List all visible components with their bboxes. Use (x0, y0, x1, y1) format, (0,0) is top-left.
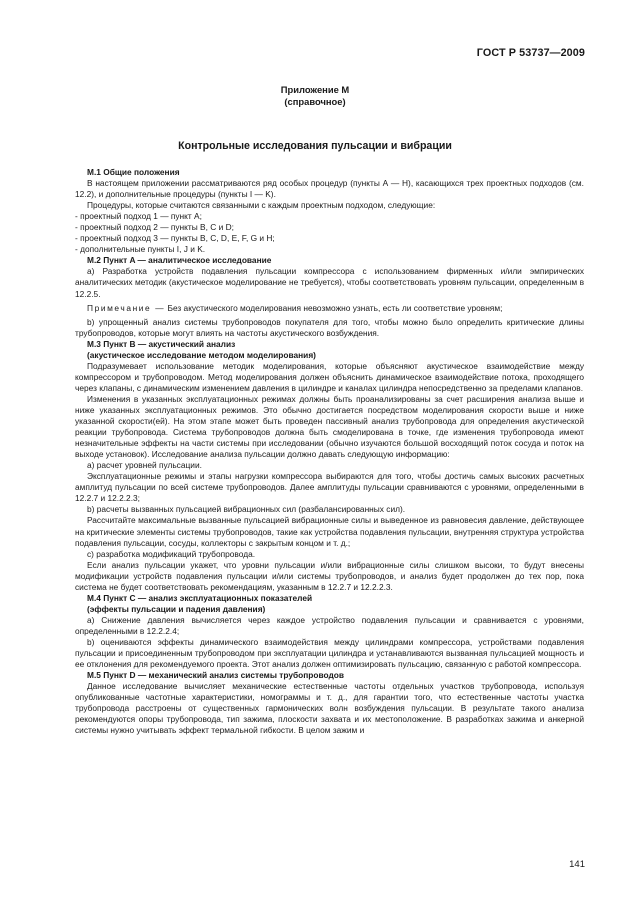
paragraph: c) разработка модификаций трубопровода. (87, 548, 256, 559)
paragraph: Изменения в указанных эксплуатационных режимах должны быть проанализированы за счет расширения анализа выше и ниже указанных эксплуатационных режимов. Это обычно достигается посредством моделирования скорости выше и ниже указанной скорости(ей). На этом этапе может быть проведен пассивный анализ трубопровода для определения акустической реакции трубопровода. Система трубопроводов должна быть смоделирована в точке, где изменения трубопровода имеют незначительные эффекты на части системы при исследовании (обычно изучаются большой восходящий поток сосуда и поток на выходе установок). Исследование анализа пульсации должно давать следующую информацию: (75, 393, 584, 460)
section-subheading-m4: (эффекты пульсации и падения давления) (87, 603, 266, 614)
section-subheading-m3: (акустическое исследование методом моделирования) (87, 349, 316, 360)
paragraph: Процедуры, которые считаются связанными с каждым проектным подходом, следующие: (87, 200, 436, 211)
paragraph: b) расчеты вызванных пульсацией вибрационных сил (разбалансированных сил). (87, 504, 406, 515)
section-heading-m1: М.1 Общие положения (87, 167, 180, 177)
section-heading-m2: М.2 Пункт A — аналитическое исследование (87, 255, 272, 266)
note-text: Без акустического моделирования невозможно узнать, есть ли соответствие уровням; (165, 302, 503, 313)
paragraph: b) упрощенный анализ системы трубопроводов покупателя для того, чтобы можно было определить критические длины трубопроводов, которые могут влиять на частоты акустического возбуждения. (75, 316, 584, 338)
list-item: - проектный подход 3 — пункты B, C, D, E, F, G и H; (75, 233, 275, 244)
list-item: - дополнительные пункты I, J и K. (75, 244, 206, 255)
paragraph: b) оцениваются эффекты динамического взаимодействия между цилиндрами компрессора, устройствами подавления пульсации и присоединенным трубопроводом при эксплуатации цилиндра и устанавливаются вызванная пульсацией мощность и ее отклонения для рекомендуемого проекта. Этот анализ должен оптимизировать пульсацию, связанную с работой компрессора. (75, 636, 584, 670)
paragraph: В настоящем приложении рассматриваются ряд особых процедур (пункты А — Н), касающихся трех проектных подходов (см. 12.2), и дополнительные процедуры (пункты I — K). (75, 178, 584, 200)
appendix-subtitle: (справочное) (284, 96, 346, 107)
list-item: - проектный подход 1 — пункт A; (75, 211, 202, 222)
paragraph: Подразумевает использование методик моделирования, которые объясняют акустическое взаимодействие между компрессором и трубопроводом. Метод моделирования должен объяснить динамическое взаимодействие потока, проходящего через клапаны, с динамическим изменением давления в цилиндре и каналах цилиндра непосредственно за пределами клапанов. (75, 360, 584, 393)
section-heading-m5: М.5 Пункт D — механический анализ системы трубопроводов (87, 670, 344, 681)
note-label: Примечание — (87, 302, 166, 313)
paragraph: Рассчитайте максимальные вызванные пульсацией вибрационные силы и выведенное из равновесия давление, действующее на критические элементы системы трубопроводов, такие как устройства подавления пульсации, внутренняя структура устройства подавления пульсации, сосуды, коллекторы с закрытым концом и т. д.; (75, 515, 584, 548)
section-heading-m4: М.4 Пункт C — анализ эксплуатационных показателей (87, 592, 313, 603)
list-item: - проектный подход 2 — пункты B, C и D; (75, 222, 234, 233)
paragraph: a) Снижение давления вычисляется через каждое устройство подавления пульсации и сравнивается с уровнями, определенными в 12.2.2.4; (75, 614, 584, 636)
note (75, 303, 584, 314)
standard-number: ГОСТ Р 53737—2009 (476, 47, 585, 59)
paragraph: Эксплуатационные режимы и этапы нагрузки компрессора выбираются для того, чтобы достичь самых высоких расчетных амплитуд пульсации по всей системе трубопроводов. Далее амплитуды пульсации сравниваются с уровнями, определенными в 12.2.7 и 12.2.2.3; (75, 471, 584, 504)
paragraph: Данное исследование вычисляет механические естественные частоты отдельных участков трубопровода, используя опубликованные частотные характеристики, номограммы и т. д., для гарантии того, что естественные частоты участка трубопровода расстроены от существенных гармонических волн возбуждения пульсации. В результате такого анализа рекомендуются опоры трубопровода, тип зажима, плоскости захвата и их местоположение. В разработках зажима и анкерной системы нужно учитывать эффект термальной гибкости. В целом зажим и (75, 681, 584, 736)
paragraph: a) расчет уровней пульсации. (87, 460, 202, 471)
page-number: 141 (569, 859, 585, 870)
appendix-title: Приложение М (280, 84, 350, 95)
paragraph: Если анализ пульсации укажет, что уровни пульсации и/или вибрационные силы слишком высоки, то будут внесены модификации устройств подавления пульсации и/или системы трубопроводов, и анализ будет продолжен до тех пор, пока система не будет соответствовать рекомендациям, указанным в 12.2.7 и 12.2.2.3. (75, 559, 584, 592)
paragraph: a) Разработка устройств подавления пульсации компрессора с использованием фирменных и/или эмпирических аналитических методик (акустическое моделирование не требуется), чтобы соответствовать уровням пульсации, определенным в 12.2.5. (75, 266, 584, 299)
document-body (75, 167, 584, 736)
document-title: Контрольные исследования пульсации и вибрации (178, 140, 452, 152)
section-heading-m3: М.3 Пункт B — акустический анализ (87, 338, 236, 349)
